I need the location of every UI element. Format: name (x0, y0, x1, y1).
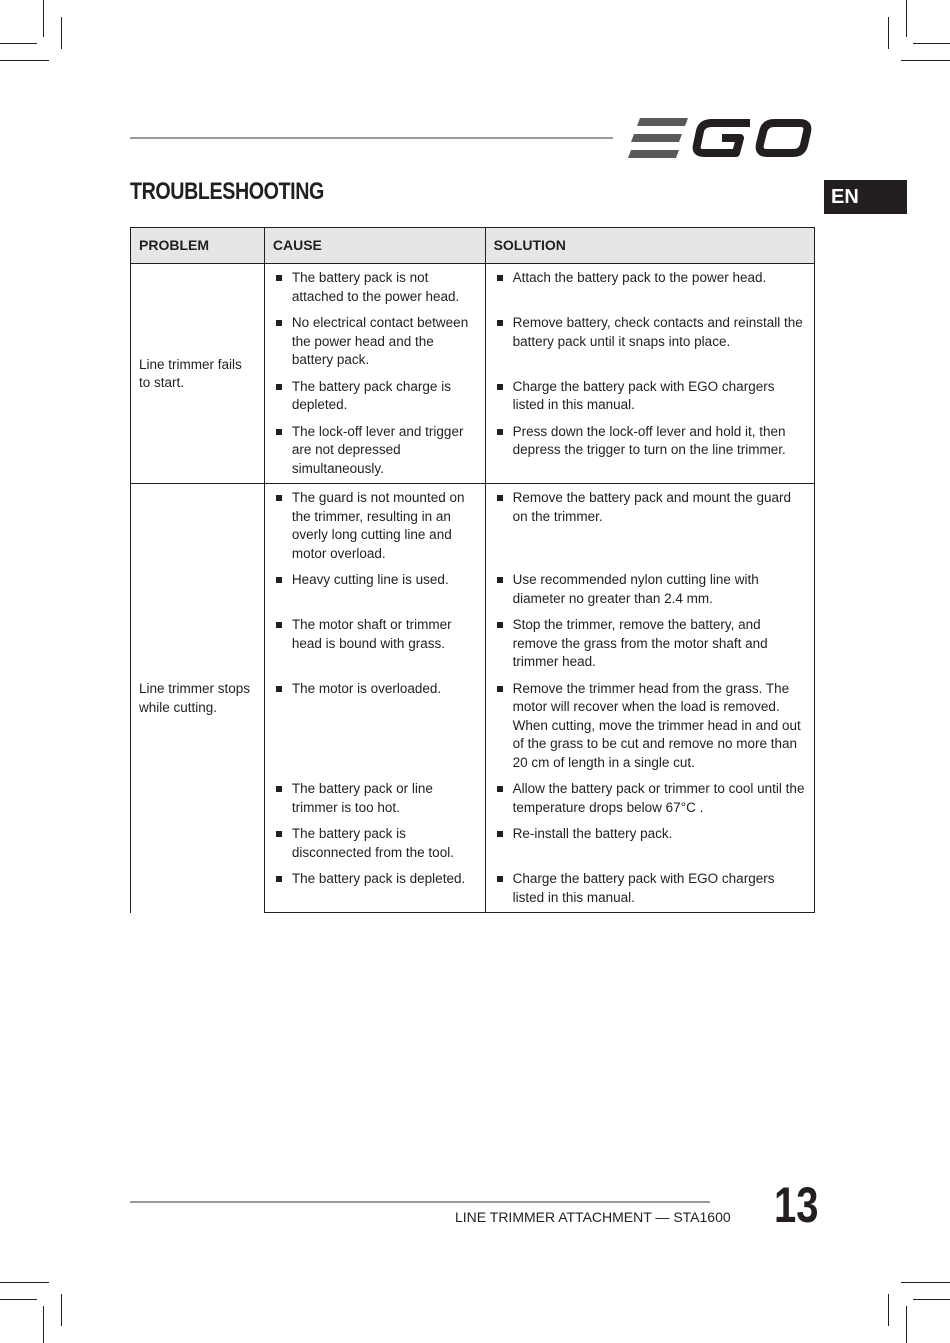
crop-mark (901, 1282, 950, 1283)
cause-bullet-item (273, 378, 477, 415)
square-bullet-icon (276, 831, 282, 837)
solution-cell (485, 676, 814, 777)
solution-bullet-item (494, 314, 806, 351)
solution-cell (485, 821, 814, 866)
solution-text: Charge the battery pack with EGO chargers listed in this manual. (512, 871, 775, 905)
square-bullet-icon (497, 384, 503, 390)
square-bullet-icon (497, 686, 503, 692)
cause-bullet-item (273, 825, 477, 862)
cause-cell (264, 567, 485, 612)
solution-bullet-item (494, 780, 806, 817)
solution-text: Attach the battery pack to the power head. (512, 270, 767, 285)
cause-bullet-item (273, 269, 477, 306)
solution-text: Re-install the battery pack. (512, 826, 673, 841)
solution-cell (485, 419, 814, 484)
cause-bullet-item (273, 870, 477, 889)
solution-bullet-item (494, 423, 806, 460)
square-bullet-icon (276, 384, 282, 390)
solution-bullet-item (494, 378, 806, 415)
cause-text: The battery pack is depleted. (291, 871, 466, 886)
square-bullet-icon (497, 622, 503, 628)
solution-bullet-item (494, 489, 806, 526)
square-bullet-icon (497, 320, 503, 326)
solution-text: Remove the trimmer head from the grass. The motor will recover when the load is removed. When cutting, move the trimmer head in and out of the grass to be cut and remove no more than 20 cm of length in a single cut. (512, 680, 801, 770)
solution-bullet-item (494, 269, 806, 288)
solution-bullet-item (494, 870, 806, 907)
square-bullet-icon (276, 577, 282, 583)
cause-bullet-item (273, 423, 477, 479)
crop-mark (0, 43, 37, 44)
cause-bullet-item (273, 571, 477, 590)
cause-bullet-item (273, 616, 477, 653)
crop-mark (0, 1282, 49, 1283)
footer-rule (130, 1201, 710, 1203)
crop-mark (888, 17, 889, 49)
ego-logo (628, 116, 814, 160)
square-bullet-icon (497, 429, 503, 435)
crop-mark (0, 60, 49, 61)
table-row (131, 264, 815, 311)
cause-cell (264, 264, 485, 311)
cause-bullet-item (273, 680, 477, 699)
crop-mark (888, 1294, 889, 1326)
troubleshooting-table (130, 227, 815, 913)
crop-mark (0, 1299, 37, 1300)
solution-cell (485, 866, 814, 913)
solution-cell (485, 567, 814, 612)
solution-text: Use recommended nylon cutting line with diameter no greater than 2.4 mm. (512, 572, 759, 606)
crop-mark (913, 43, 950, 44)
solution-cell (485, 310, 814, 374)
cause-text: The battery pack is not attached to the power head. (291, 270, 460, 304)
cause-text: The battery pack charge is depleted. (291, 378, 451, 412)
cause-cell (264, 484, 485, 568)
square-bullet-icon (276, 275, 282, 281)
crop-mark (43, 1306, 44, 1343)
crop-mark (43, 0, 44, 37)
problem-cell: Line trimmer fails to start. (131, 264, 265, 484)
solution-text: Press down the lock-off lever and hold it, then depress the trigger to turn on the line trimmer. (512, 423, 786, 457)
cause-text: The guard is not mounted on the trimmer, resulting in an overly long cutting line and motor overload. (291, 490, 465, 561)
square-bullet-icon (497, 876, 503, 882)
square-bullet-icon (497, 577, 503, 583)
column-header-problem: PROBLEM (131, 228, 265, 264)
cause-text: The lock-off lever and trigger are not depressed simultaneously. (291, 423, 464, 476)
cause-bullet-item (273, 314, 477, 370)
cause-cell (264, 776, 485, 821)
solution-bullet-item (494, 825, 806, 844)
square-bullet-icon (276, 786, 282, 792)
cause-cell (264, 419, 485, 484)
cause-cell (264, 676, 485, 777)
solution-text: Allow the battery pack or trimmer to cool until the temperature drops below 67°C . (512, 781, 805, 815)
solution-cell (485, 264, 814, 311)
page-number: 13 (774, 1177, 819, 1233)
crop-mark (901, 60, 950, 61)
cause-cell (264, 612, 485, 676)
language-tab: EN (824, 180, 907, 214)
cause-cell (264, 374, 485, 419)
solution-cell (485, 776, 814, 821)
solution-bullet-item (494, 571, 806, 608)
square-bullet-icon (497, 275, 503, 281)
crop-mark (906, 1306, 907, 1343)
solution-text: Stop the trimmer, remove the battery, and remove the grass from the motor shaft and trimmer head. (512, 617, 768, 669)
cause-text: Heavy cutting line is used. (291, 572, 449, 587)
header-rule (130, 137, 613, 139)
square-bullet-icon (276, 429, 282, 435)
square-bullet-icon (497, 495, 503, 501)
table-row (131, 484, 815, 568)
cause-text: The battery pack or line trimmer is too hot. (291, 781, 433, 815)
square-bullet-icon (497, 831, 503, 837)
cause-text: The motor shaft or trimmer head is bound with grass. (291, 617, 452, 651)
crop-mark (906, 0, 907, 37)
crop-mark (913, 1299, 950, 1300)
solution-bullet-item (494, 680, 806, 773)
cause-cell (264, 866, 485, 913)
footer-title: LINE TRIMMER ATTACHMENT — STA1600 (455, 1209, 731, 1225)
square-bullet-icon (497, 786, 503, 792)
solution-text: Charge the battery pack with EGO chargers listed in this manual. (512, 378, 775, 412)
square-bullet-icon (276, 686, 282, 692)
cause-cell (264, 310, 485, 374)
cause-cell (264, 821, 485, 866)
crop-mark (61, 1294, 62, 1326)
solution-cell (485, 374, 814, 419)
cause-text: No electrical contact between the power head and the battery pack. (291, 315, 469, 367)
crop-mark (61, 17, 62, 49)
problem-cell: Line trimmer stops while cutting. (131, 484, 265, 913)
square-bullet-icon (276, 876, 282, 882)
table-header-row (131, 228, 815, 264)
cause-bullet-item (273, 489, 477, 563)
square-bullet-icon (276, 622, 282, 628)
page-title: TROUBLESHOOTING (130, 178, 324, 205)
cause-text: The motor is overloaded. (291, 680, 442, 696)
square-bullet-icon (276, 320, 282, 326)
column-header-cause: CAUSE (264, 228, 485, 264)
cause-bullet-item (273, 780, 477, 817)
solution-cell (485, 484, 814, 568)
solution-bullet-item (494, 616, 806, 672)
solution-cell (485, 612, 814, 676)
cause-text: The battery pack is disconnected from the tool. (291, 826, 454, 860)
solution-text: Remove battery, check contacts and reinstall the battery pack until it snaps into place. (512, 315, 803, 349)
solution-text: Remove the battery pack and mount the guard on the trimmer. (512, 490, 791, 524)
square-bullet-icon (276, 495, 282, 501)
column-header-solution: SOLUTION (485, 228, 814, 264)
